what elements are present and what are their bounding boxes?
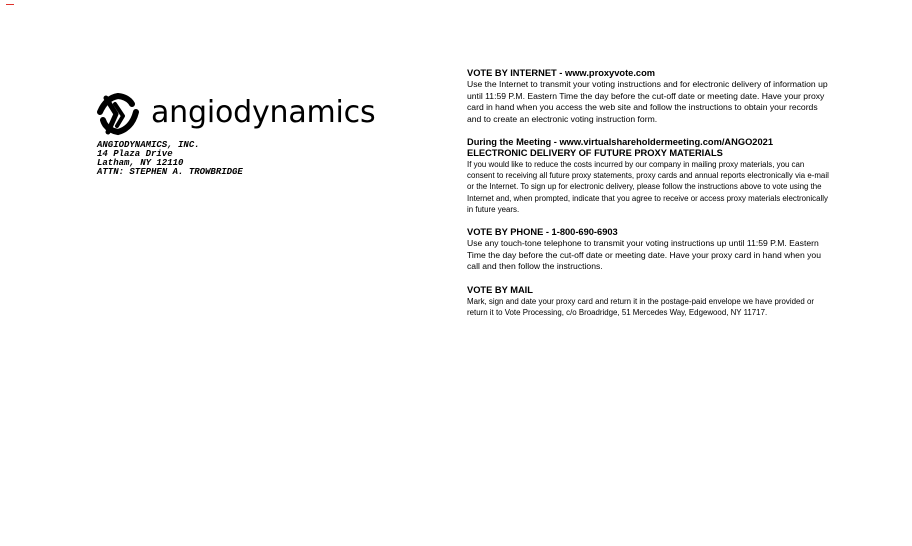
logo-wordmark: angiodynamics <box>151 95 376 130</box>
electronic-delivery-heading: ELECTRONIC DELIVERY OF FUTURE PROXY MATERIALS <box>467 148 723 158</box>
section-meeting <box>467 137 829 215</box>
address-city: Latham, NY 12110 <box>97 158 184 168</box>
mail-body: Mark, sign and date your proxy card and return it in the postage-paid envelope we have provided or return it to Vote Processing, c/o Broadridge, 51 Mercedes Way, Edgewood, NY 11717. <box>467 296 814 317</box>
internet-heading: VOTE BY INTERNET - www.proxyvote.com <box>467 68 656 78</box>
mailing-address <box>97 141 243 177</box>
address-street: 14 Plaza Drive <box>97 149 173 159</box>
angiodynamics-logo-icon <box>94 92 142 136</box>
voting-instructions <box>467 68 829 330</box>
meeting-heading: During the Meeting - www.virtualshareholdermeeting.com/ANGO2021 <box>467 137 773 147</box>
corner-mark <box>6 4 14 5</box>
section-mail <box>467 285 829 318</box>
mail-heading: VOTE BY MAIL <box>467 284 533 295</box>
section-internet <box>467 68 829 125</box>
company-logo <box>94 92 375 136</box>
phone-body: Use any touch-tone telephone to transmit your voting instructions up until 11:59 P.M. Eastern Time the day before the cut-off date or meeting date. Have your proxy card in hand when you call and then follow the instructions. <box>467 238 821 272</box>
address-attn: ATTN: STEPHEN A. TROWBRIDGE <box>97 167 243 177</box>
phone-heading: VOTE BY PHONE - 1-800-690-6903 <box>467 227 618 238</box>
internet-body: Use the Internet to transmit your voting instructions and for electronic delivery of information up until 11:59 P.M. Eastern Time the day before the cut-off date or meeting date. Have your proxy card in hand when you access the web site and follow the instructions to obtain your records and to create an electronic voting instruction form. <box>467 79 828 124</box>
address-company: ANGIODYNAMICS, INC. <box>97 140 200 150</box>
section-phone <box>467 227 829 273</box>
meeting-body: If you would like to reduce the costs incurred by our company in mailing proxy materials, you can consent to receiving all future proxy statements, proxy cards and annual reports electronically via e-mail or the Internet. To sign up for electronic delivery, please follow the instructions above to vote using the Internet and, when prompted, indicate that you agree to receive or access proxy materials electronically in future years. <box>467 160 829 214</box>
